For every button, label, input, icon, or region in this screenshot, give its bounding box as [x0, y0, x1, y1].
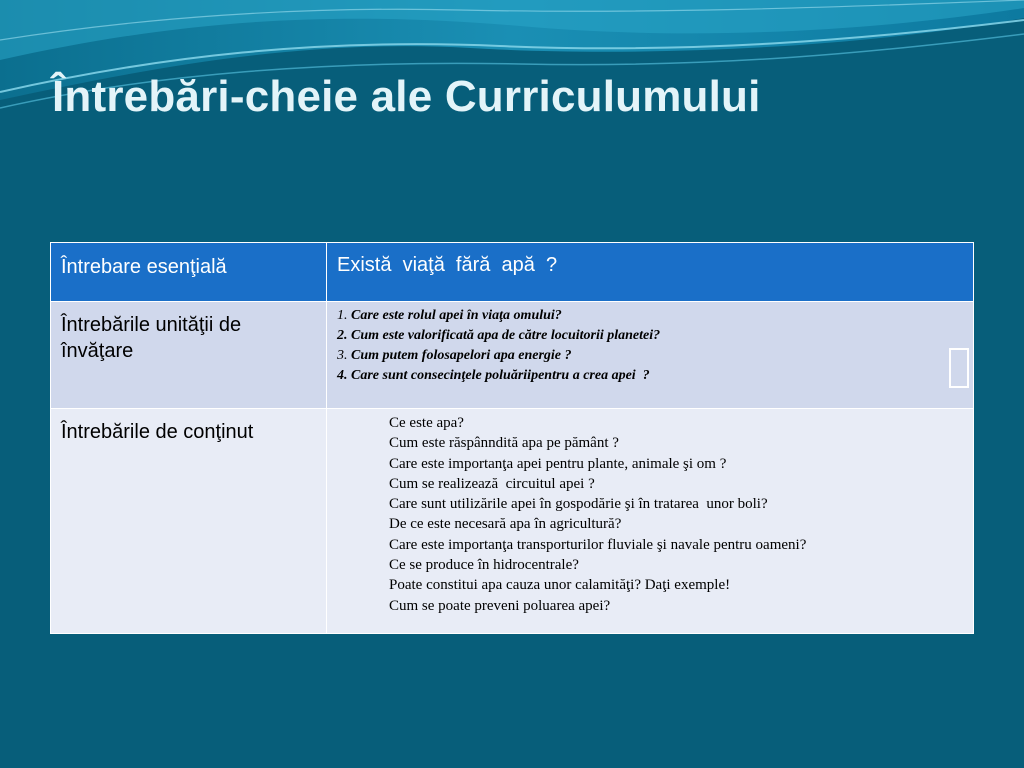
list-item: Ce este apa?	[389, 415, 464, 431]
slide-title: Întrebări-cheie ale Curriculumului	[52, 72, 761, 121]
table-cell-label	[51, 302, 327, 409]
table-cell-value	[327, 243, 974, 302]
table-cell-label	[51, 243, 327, 302]
list-item: Cum este răspânndită apa pe pământ ?	[389, 435, 619, 452]
table-cell-value	[327, 302, 974, 409]
list-item: Care este importanţa apei pentru plante, animale şi om ?	[389, 455, 727, 472]
table-cell-label	[51, 409, 327, 634]
list-item: De ce este necesară apa în agricultură?	[389, 516, 622, 533]
table-cell-value	[327, 409, 974, 634]
unit-question-text: Cum putem folosapelori apa energie ?	[347, 348, 572, 363]
unit-question	[337, 366, 967, 386]
list-item: Cum se poate preveni poluarea apei?	[389, 597, 611, 614]
table-row-essential-question	[51, 243, 974, 302]
list-item: Poate constitui apa cauza unor calamităţi? Daţi exemple!	[389, 577, 731, 594]
unit-question-number: 4.	[337, 368, 348, 383]
table-row-unit-questions	[51, 302, 974, 409]
unit-questions-label: Întrebările unităţii de învăţare	[61, 314, 242, 362]
unit-questions-list	[327, 302, 973, 386]
unit-question-number: 2.	[337, 328, 348, 343]
unit-question	[337, 326, 967, 346]
list-item: Care este importanţa transporturilor fluviale şi navale pentru oameni?	[389, 536, 807, 553]
missing-glyph-box	[949, 348, 969, 388]
essential-question-label: Întrebare esenţială	[61, 256, 227, 278]
list-item: Cum se realizează circuitul apei ?	[389, 475, 595, 492]
unit-question	[337, 346, 967, 366]
list-item: Ce se produce în hidrocentrale?	[389, 557, 579, 574]
table-row-content-questions	[51, 409, 974, 634]
unit-question-number: 1.	[337, 308, 348, 323]
unit-question-text: Care sunt consecinţele poluăriipentru a crea apei ?	[347, 368, 650, 383]
unit-question-text: Cum este valorificată apa de către locuitorii planetei?	[347, 328, 661, 343]
content-questions-label: Întrebările de conţinut	[61, 421, 254, 443]
unit-question	[337, 306, 967, 326]
key-questions-table	[50, 242, 974, 634]
unit-question-number: 3.	[337, 348, 348, 363]
essential-question-text: Există viaţă fără apă ?	[337, 254, 558, 276]
content-questions-list	[327, 409, 973, 616]
unit-question-text: Care este rolul apei în viaţa omului?	[347, 308, 562, 323]
list-item: Care sunt utilizările apei în gospodărie şi în tratarea unor boli?	[389, 496, 768, 513]
